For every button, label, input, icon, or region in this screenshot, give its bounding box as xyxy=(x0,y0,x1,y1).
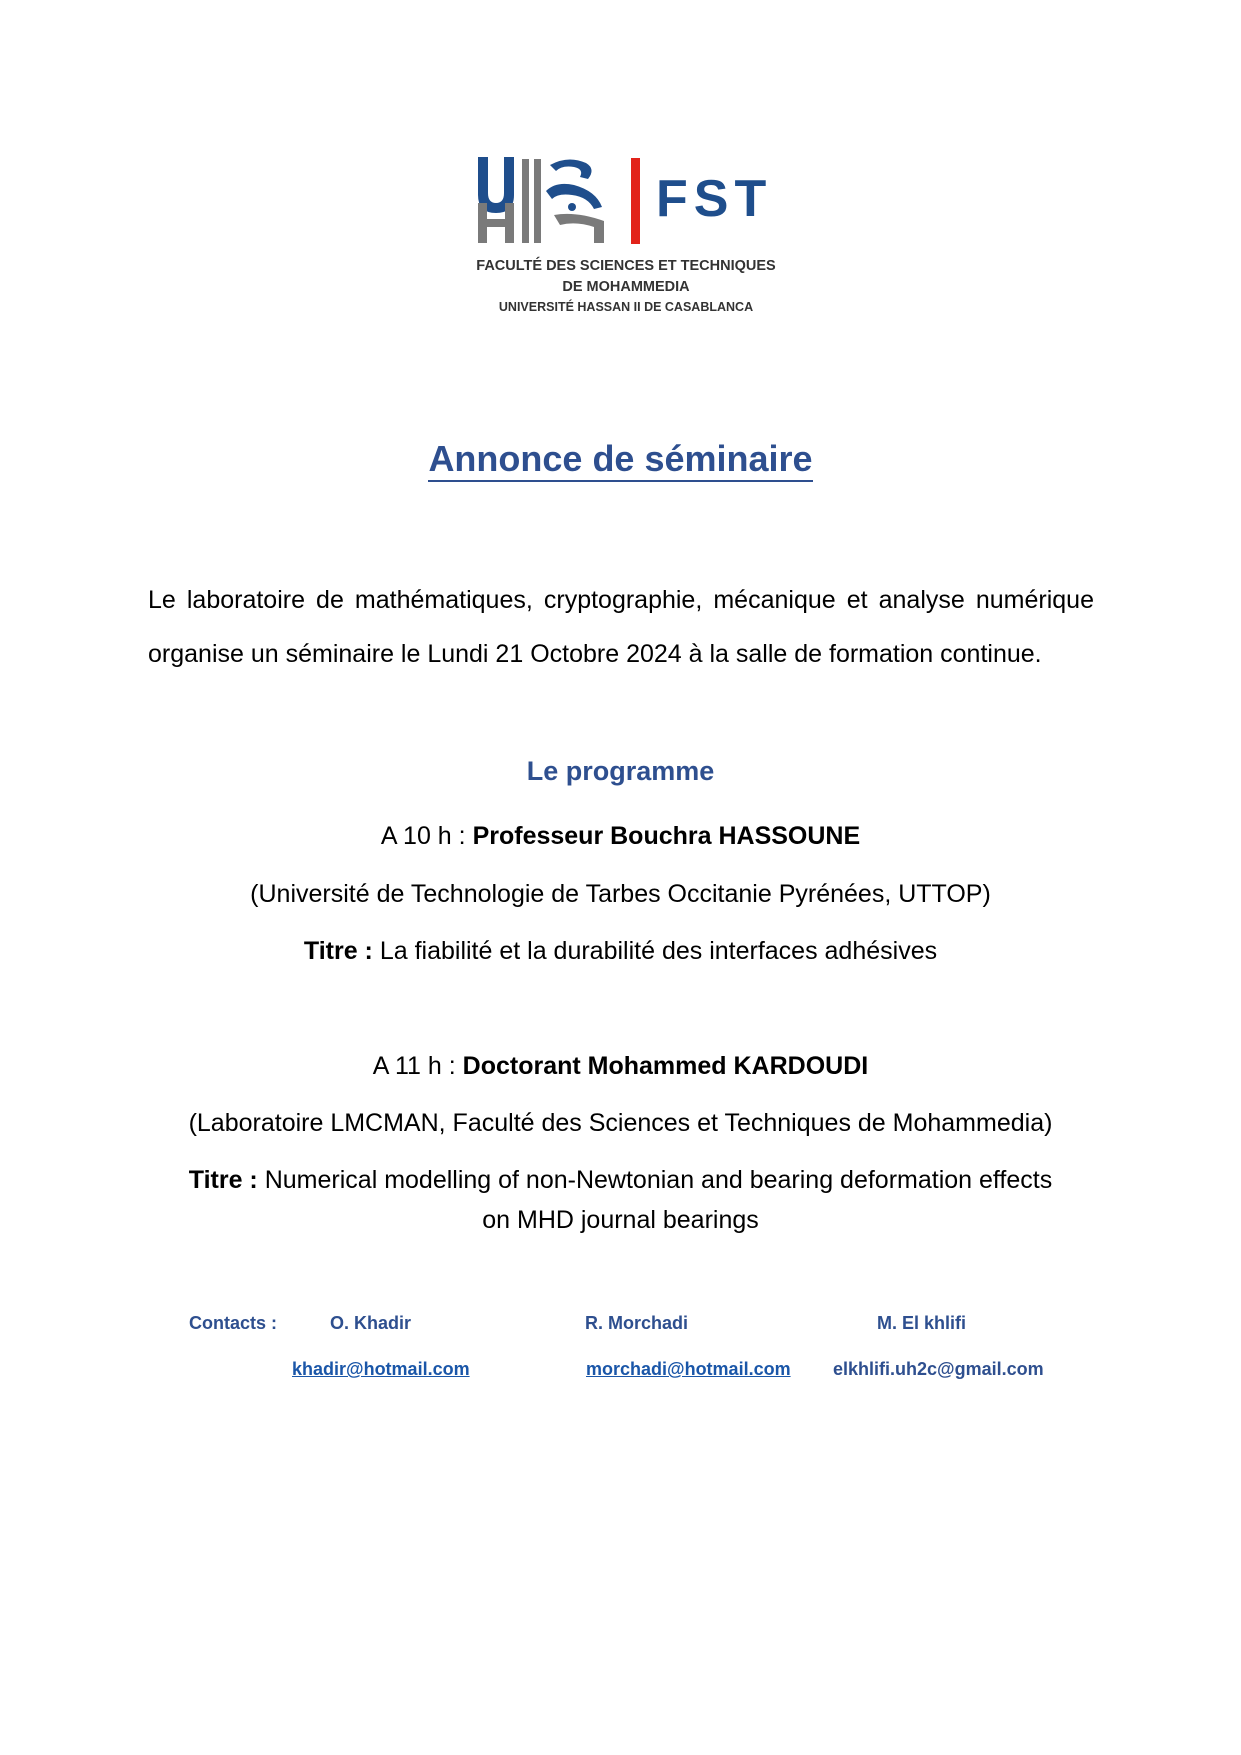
talk-2-title-line xyxy=(0,1166,1241,1195)
logo-faculty-line: FACULTÉ DES SCIENCES ET TECHNIQUES xyxy=(476,258,776,274)
talk-1-title: La fiabilité et la durabilité des interfaces adhésives xyxy=(379,937,938,965)
talk-2-title-continuation: on MHD journal bearings xyxy=(482,1206,759,1234)
contact-name: M. El khlifi xyxy=(877,1313,967,1333)
talk-2-title-label: Titre : xyxy=(188,1166,265,1194)
talk-2-time: A 11 h : xyxy=(372,1052,463,1080)
talk-2-speaker-line xyxy=(0,1052,1241,1081)
talk-1-speaker: Professeur Bouchra HASSOUNE xyxy=(472,822,861,850)
uh2c-emblem-icon xyxy=(476,155,611,245)
university-logo xyxy=(476,155,776,325)
contact-email-link[interactable]: morchadi@hotmail.com xyxy=(586,1359,791,1379)
logo-red-bar xyxy=(631,158,640,244)
programme-heading: Le programme xyxy=(526,756,715,786)
page-title xyxy=(0,438,1241,480)
talk-2-title: Numerical modelling of non-Newtonian and bearing deformation effects xyxy=(264,1166,1053,1194)
contact-name: R. Morchadi xyxy=(585,1313,689,1333)
talk-1-time: A 10 h : xyxy=(380,822,473,850)
talk-1-affiliation: (Université de Technologie de Tarbes Occitanie Pyrénées, UTTOP) xyxy=(250,880,991,908)
talk-1-title-label: Titre : xyxy=(303,937,380,965)
logo-university-line: UNIVERSITÉ HASSAN II DE CASABLANCA xyxy=(498,300,754,314)
logo-fst-text: FST xyxy=(656,170,773,228)
page-title-text: Annonce de séminaire xyxy=(428,438,812,482)
talk-2-speaker: Doctorant Mohammed KARDOUDI xyxy=(462,1052,869,1080)
logo-city-line: DE MOHAMMEDIA xyxy=(562,279,690,295)
contacts-label: Contacts : xyxy=(189,1313,278,1333)
contact-email-link[interactable]: khadir@hotmail.com xyxy=(292,1359,470,1379)
contact-email: elkhlifi.uh2c@gmail.com xyxy=(833,1359,1044,1379)
intro-paragraph: Le laboratoire de mathématiques, cryptographie, mécanique et analyse numérique organise un séminaire le Lundi 21 Octobre 2024 à la salle de formation continue. xyxy=(148,586,1094,668)
talk-1-title-line xyxy=(0,937,1241,966)
talk-2-affiliation: (Laboratoire LMCMAN, Faculté des Sciences et Techniques de Mohammedia) xyxy=(188,1109,1053,1137)
talk-1-speaker-line xyxy=(0,822,1241,851)
contact-name: O. Khadir xyxy=(330,1313,412,1333)
